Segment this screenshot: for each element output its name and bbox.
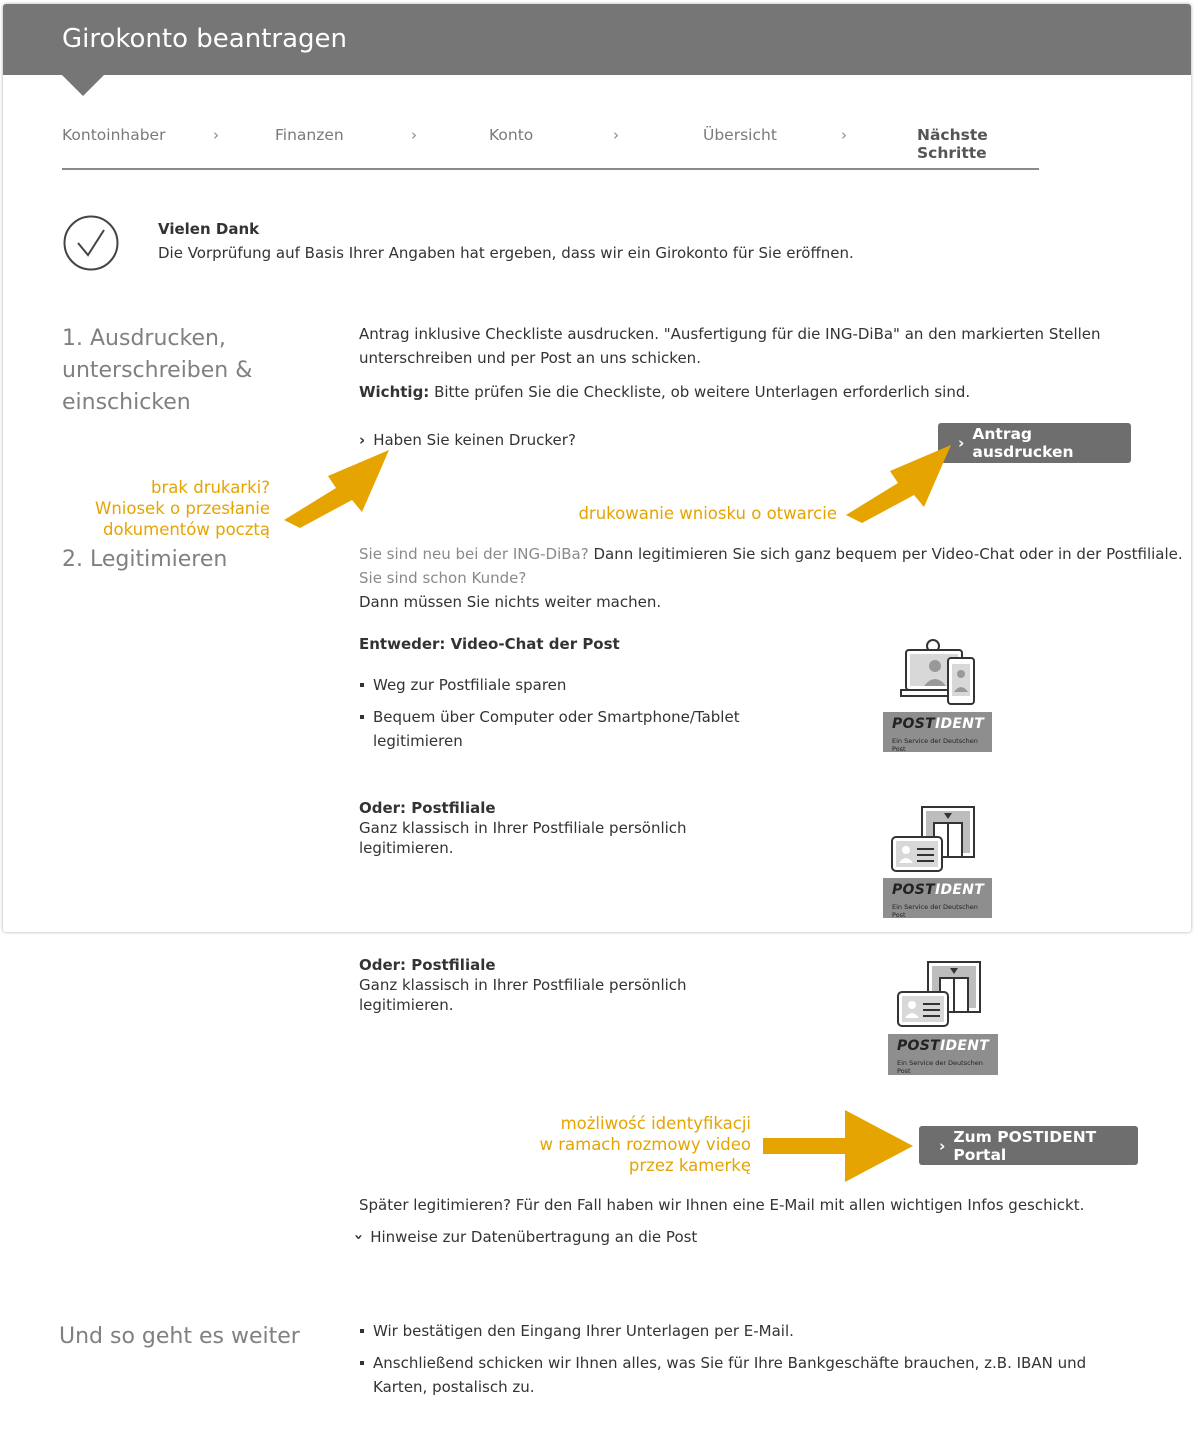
section1-text-line2: unterschreiben und per Post an uns schicken. (359, 349, 701, 367)
annotation-video (490, 1113, 751, 1176)
postident-logo (883, 712, 992, 752)
header-notch (62, 75, 104, 96)
post-office-id-card-icon (896, 960, 986, 1028)
post-office-id-card-icon (890, 805, 980, 873)
step-separator: › (411, 126, 417, 144)
no-printer-label: Haben Sie keinen Drucker? (373, 431, 576, 449)
annotation-arrow-icon (280, 448, 392, 528)
step-separator: › (213, 126, 219, 144)
annotation-arrow-icon (763, 1108, 913, 1184)
postident-subline: Ein Service der Deutschen Post (897, 1059, 983, 1075)
annotation-line: w ramach rozmowy video (539, 1135, 751, 1154)
progress-steps (62, 126, 1039, 170)
important-note (359, 380, 970, 404)
branch-text-line2: legitimieren. (359, 839, 454, 857)
list-item: Weg zur Postfiliale sparen (359, 673, 759, 697)
step-separator: › (841, 126, 847, 144)
chevron-down-icon: › (350, 1233, 369, 1241)
postident-portal-button[interactable] (919, 1126, 1138, 1165)
annotation-line: Wniosek o przesłanie (95, 499, 270, 518)
thanks-title: Vielen Dank (158, 220, 260, 238)
annotation-line: przez kamerkę (628, 1156, 751, 1175)
section2-title: 2. Legitimieren (62, 547, 228, 572)
videochat-bullets (359, 673, 759, 761)
print-button-label: Antrag ausdrucken (972, 425, 1074, 461)
step-naechste-schritte: Nächste Schritte (917, 126, 988, 162)
branch-text-line2: legitimieren. (359, 996, 454, 1014)
annotation-line: brak drukarki? (151, 478, 270, 497)
annotation-line: dokumentów pocztą (103, 520, 270, 539)
chevron-right-icon: › (958, 434, 965, 452)
step-konto[interactable]: Konto (489, 126, 534, 144)
section1-title-line1: 1. Ausdrucken, (62, 326, 226, 351)
page-header (3, 4, 1191, 75)
branch-title: Oder: Postfiliale (359, 799, 496, 817)
branch-text-line1: Ganz klassisch in Ihrer Postfiliale persönlich (359, 819, 687, 837)
existing-customer-text: Dann müssen Sie nichts weiter machen. (359, 593, 662, 611)
step-uebersicht[interactable]: Übersicht (703, 126, 777, 144)
important-text: Bitte prüfen Sie die Checkliste, ob weitere Unterlagen erforderlich sind. (429, 383, 971, 401)
chevron-right-icon: › (939, 1136, 946, 1155)
section1-title-line3: einschicken (62, 390, 191, 415)
branch-title: Oder: Postfiliale (359, 956, 496, 974)
data-transfer-hints-link[interactable] (350, 1225, 698, 1249)
next-steps-bullets (359, 1319, 1119, 1407)
checkmark-circle-icon (62, 214, 120, 272)
step-separator: › (613, 126, 619, 144)
step-kontoinhaber[interactable]: Kontoinhaber (62, 126, 166, 144)
branch-text-line1: Ganz klassisch in Ihrer Postfiliale persönlich (359, 976, 687, 994)
section1-text-line1: Antrag inklusive Checkliste ausdrucken. "Ausfertigung für die ING-DiBa" an den markierten Stellen (359, 325, 1101, 343)
list-item: Bequem über Computer oder Smartphone/Tablet legitimieren (359, 705, 759, 753)
list-item: Wir bestätigen den Eingang Ihrer Unterlagen per E-Mail. (359, 1319, 1119, 1343)
postident-subline: Ein Service der Deutschen Post (892, 903, 978, 919)
important-label: Wichtig: (359, 383, 430, 401)
postident-subline: Ein Service der Deutschen Post (892, 737, 978, 753)
postident-wordmark: POSTIDENT (892, 882, 985, 898)
postident-button-label: Zum POSTIDENT Portal (953, 1127, 1097, 1164)
annotation-no-printer (60, 477, 270, 540)
section1-title-line2: unterschreiben & (62, 358, 253, 383)
postident-logo (883, 878, 992, 918)
existing-customer-question: Sie sind schon Kunde? (359, 569, 527, 587)
annotation-print: drukowanie wniosku o otwarcie (578, 504, 837, 523)
chevron-right-icon: › (359, 431, 366, 449)
annotation-line: możliwość identyfikacji (560, 1114, 751, 1133)
later-legitimation-text: Später legitimieren? Für den Fall haben wir Ihnen eine E-Mail mit allen wichtigen Infos geschickt. (359, 1196, 1085, 1214)
thanks-text: Die Vorprüfung auf Basis Ihrer Angaben hat ergeben, dass wir ein Girokonto für Sie eröffnen. (158, 244, 854, 262)
new-customer-info: Dann legitimieren Sie sich ganz bequem per Video-Chat oder in der Postfiliale. (588, 545, 1183, 563)
new-customer-question: Sie sind neu bei der ING-DiBa? (359, 545, 589, 563)
postident-wordmark: POSTIDENT (897, 1038, 990, 1054)
section3-title: Und so geht es weiter (59, 1324, 300, 1349)
print-application-button[interactable] (938, 423, 1131, 463)
hints-label: Hinweise zur Datenübertragung an die Post (370, 1228, 698, 1246)
annotation-arrow-icon (842, 443, 954, 523)
postident-wordmark: POSTIDENT (892, 716, 985, 732)
videochat-title: Entweder: Video-Chat der Post (359, 635, 620, 653)
video-chat-icon (898, 638, 978, 706)
new-customer-text (359, 542, 1183, 566)
step-finanzen[interactable]: Finanzen (275, 126, 344, 144)
postident-logo (888, 1034, 998, 1075)
list-item: Anschließend schicken wir Ihnen alles, was Sie für Ihre Bankgeschäfte brauchen, z.B. IBAN und Karten, postalisch zu. (359, 1351, 1119, 1399)
page-title: Girokonto beantragen (62, 24, 347, 54)
